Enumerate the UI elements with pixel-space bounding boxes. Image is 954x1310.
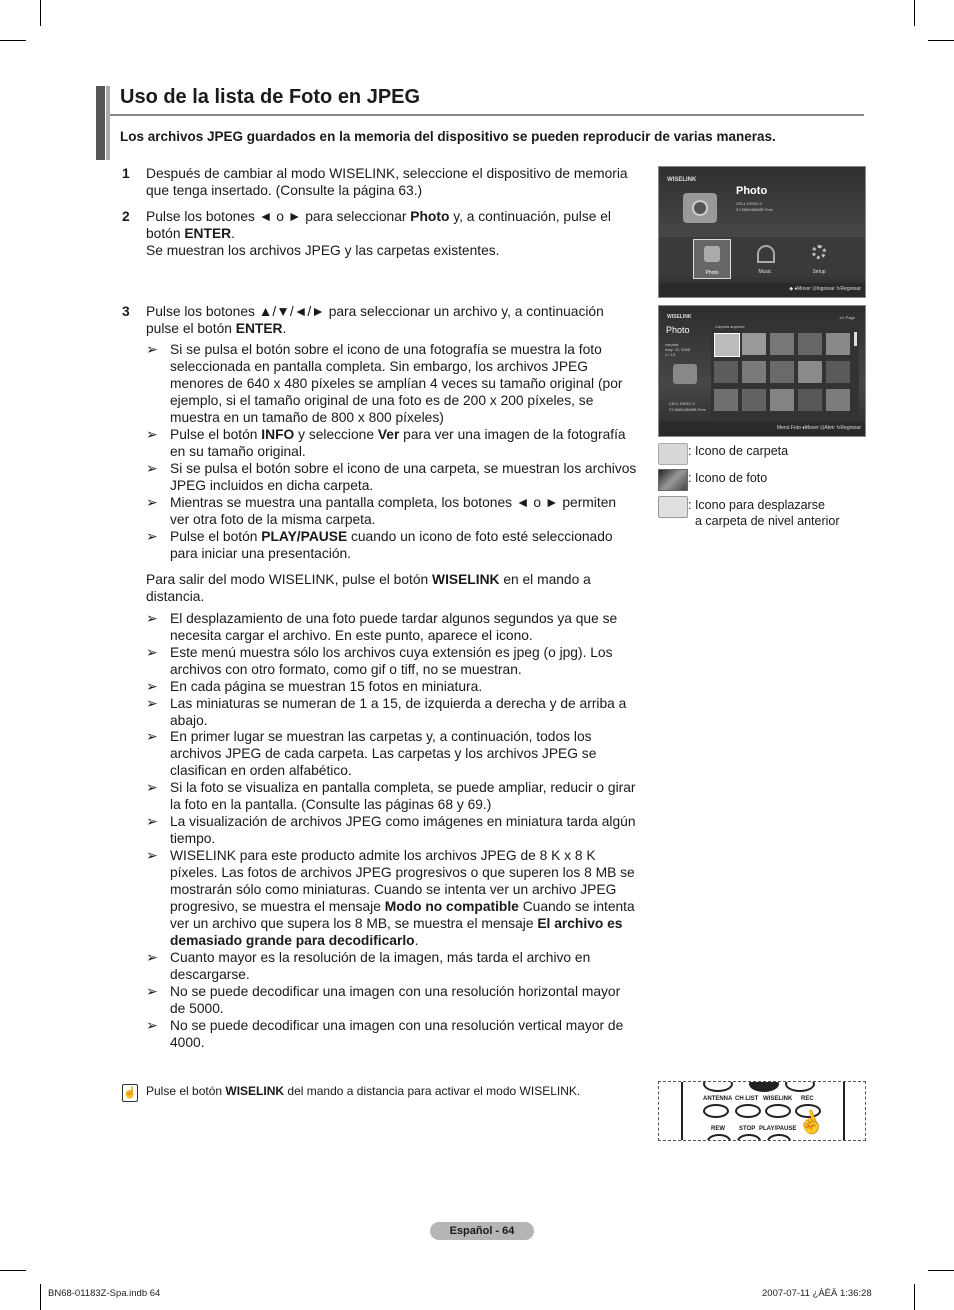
- thumbnail-photo[interactable]: [770, 389, 794, 411]
- screen-heading: Photo: [666, 325, 690, 335]
- thumbnail-photo[interactable]: [770, 361, 794, 383]
- note-arrow-icon: ➢: [146, 695, 158, 711]
- device-info: 37.8MB/488MB Free: [669, 407, 706, 412]
- note-text: El desplazamiento de una foto puede tardar algunos segundos ya que se necesita cargar el archivo. En este punto, aparece el icono.: [170, 611, 618, 643]
- step-text: Pulse los botones ◄ o ► para seleccionar Photo y, a continuación, pulse el: [146, 209, 611, 224]
- note-arrow-icon: ➢: [146, 426, 158, 442]
- rew-label: REW: [711, 1126, 725, 1132]
- title-accent-bar: [106, 86, 110, 160]
- step-number: 1: [122, 166, 130, 181]
- note-text: Pulse el botón PLAY/PAUSE cuando un icono de foto esté seleccionado para iniciar una presentación.: [170, 529, 613, 561]
- thumbnail-photo[interactable]: [770, 333, 794, 355]
- rec-label: REC: [801, 1096, 814, 1102]
- hand-pointer-icon: ☝: [122, 1084, 138, 1102]
- note-text: Mientras se muestra una pantalla completa, los botones ◄ o ► permiten ver otra foto de la misma carpeta.: [170, 495, 617, 527]
- legend-folder-up: : Icono para desplazarse: [688, 498, 825, 512]
- antenna-button[interactable]: [703, 1104, 729, 1118]
- thumbnail-photo[interactable]: [714, 361, 738, 383]
- thumbnail-photo[interactable]: [742, 389, 766, 411]
- note-arrow-icon: ➢: [146, 644, 158, 660]
- legend-photo: : Icono de foto: [688, 471, 768, 485]
- step-number: 3: [122, 304, 130, 319]
- thumbnail-folder[interactable]: [742, 333, 766, 355]
- thumbnail-photo[interactable]: [826, 333, 850, 355]
- note-text: En primer lugar se muestran las carpetas y, a continuación, todos los archivos JPEG de cada carpeta. Las carpetas y los archivos JPEG se clasifican en orden alfabético.: [170, 729, 597, 778]
- step-text: Pulse los botones ▲/▼/◄/► para seleccionar un archivo y, a continuación: [146, 304, 604, 319]
- remote-control-illustration: [658, 1081, 866, 1141]
- note-text: Las miniaturas se numeran de 1 a 15, de izquierda a derecha y de arriba a abajo.: [170, 696, 627, 728]
- play-pause-label: PLAY/PAUSE: [759, 1126, 797, 1132]
- crop-mark: [40, 0, 41, 26]
- title-rule: [110, 114, 864, 116]
- step-text: Después de cambiar al modo WISELINK, seleccione el dispositivo de memoria: [146, 166, 628, 181]
- thumbnail-photo[interactable]: [714, 389, 738, 411]
- note-arrow-icon: ➢: [146, 728, 158, 744]
- menu-item-music[interactable]: Music: [747, 239, 783, 277]
- stop-label: STOP: [739, 1126, 756, 1132]
- tip-text: Pulse el botón WISELINK del mando a distancia para activar el modo WISELINK.: [146, 1084, 581, 1098]
- note-arrow-icon: ➢: [146, 1017, 158, 1033]
- title-accent-bar: [96, 86, 105, 160]
- step-text: Se muestran los archivos JPEG y las carpetas existentes.: [146, 243, 500, 258]
- note-arrow-icon: ➢: [146, 528, 158, 544]
- note-text: WISELINK para este producto admite los archivos JPEG de 8 K x 8 K píxeles. Las fotos de archivos JPEG progresivos o que superen los 8 MB se mostrarán sólo como miniaturas. Cuando se intenta ver un archivo JPEG progresivo, se muestra el mensaje Modo no compatible Cuando se intenta ver un archivo que supera los 8 MB, se muestra el mensaje El archivo es demasiado grande para decodificarlo.: [170, 848, 635, 948]
- hint-text: Menú Foto ♦Mover ⊡Abrir ↻Regresar: [776, 425, 861, 431]
- note-text: No se puede decodificar una imagen con una resolución horizontal mayor de 5000.: [170, 984, 621, 1016]
- note-arrow-icon: ➢: [146, 341, 158, 357]
- note-arrow-icon: ➢: [146, 494, 158, 510]
- thumbnail-photo[interactable]: [742, 361, 766, 383]
- step-text: que tenga insertado. (Consulte la página 63.): [146, 183, 423, 198]
- thumbnail-photo[interactable]: [826, 361, 850, 383]
- footer-file: BN68-01183Z-Spa.indb 64: [48, 1288, 161, 1299]
- hint-text: ◆ ♦Mover ⊡Ingresar ↻Regresar: [789, 286, 861, 292]
- thumbnail-grid: [711, 322, 859, 418]
- wiselink-label: WISELINK: [763, 1096, 793, 1102]
- thumbnail-photo[interactable]: [798, 361, 822, 383]
- crop-mark: [928, 1270, 954, 1271]
- intro-text: Los archivos JPEG guardados en la memoria del dispositivo se pueden reproducir de varias maneras.: [120, 129, 776, 144]
- note-arrow-icon: ➢: [146, 949, 158, 965]
- antenna-label: ANTENNA: [703, 1096, 733, 1102]
- exit-paragraph: Para salir del modo WISELINK, pulse el botón WISELINK en el mando a distancia.: [146, 572, 591, 604]
- note-text: Si se pulsa el botón sobre el icono de una fotografía se muestra la foto seleccionada en pantalla completa. Sin embargo, los archivos JPEG menores de 640 x 480 píxeles se amplían 4 veces su tamaño original (por ejemplo, si el tamaño original de una foto es de 200 x 200 píxeles, se muestra en un tamaño de 800 x 800 píxeles): [170, 342, 623, 425]
- wiselink-logo: WISELINK: [667, 177, 697, 183]
- gear-icon: [812, 245, 826, 259]
- note-arrow-icon: ➢: [146, 847, 158, 863]
- wiselink-logo: WISELINK: [667, 314, 692, 320]
- note-text: Si se pulsa el botón sobre el icono de una carpeta, se muestran los archivos JPEG incluidos en dicha carpeta.: [170, 461, 637, 493]
- note-text: Si la foto se visualiza en pantalla completa, se puede ampliar, reducir o girar la foto en la pantalla. (Consulte las páginas 68 y 69.): [170, 780, 636, 812]
- play-pause-button[interactable]: [767, 1134, 791, 1141]
- note-arrow-icon: ➢: [146, 983, 158, 999]
- device-info: 37.8MB/488MB Free: [736, 207, 773, 212]
- note-arrow-icon: ➢: [146, 678, 158, 694]
- screen-heading: Photo: [736, 185, 768, 197]
- screenshot-photo-list: [658, 305, 866, 437]
- ch-list-label: CH LIST: [735, 1096, 759, 1102]
- folder-up-icon: [658, 496, 688, 518]
- wiselink-button[interactable]: [765, 1104, 791, 1118]
- note-arrow-icon: ➢: [146, 610, 158, 626]
- photo-icon: [704, 246, 720, 262]
- page-title: Uso de la lista de Foto en JPEG: [120, 86, 421, 108]
- stop-button[interactable]: [737, 1134, 761, 1141]
- headphones-icon: [757, 245, 775, 263]
- step-text: pulse el botón ENTER.: [146, 321, 287, 336]
- folder-icon: [658, 443, 688, 465]
- photo-icon: [658, 469, 688, 491]
- step-text: botón ENTER.: [146, 226, 235, 241]
- note-text: La visualización de archivos JPEG como imágenes en miniatura tarda algún tiempo.: [170, 814, 636, 846]
- crop-mark: [928, 40, 954, 41]
- note-text: Pulse el botón INFO y seleccione Ver para ver una imagen de la fotografía en su tamaño original.: [170, 427, 626, 459]
- legend-folder: : Icono de carpeta: [688, 444, 789, 458]
- step-number: 2: [122, 209, 130, 224]
- menu-item-photo[interactable]: Photo: [693, 239, 731, 279]
- note-text: No se puede decodificar una imagen con una resolución vertical mayor de 4000.: [170, 1018, 624, 1050]
- scrollbar[interactable]: [854, 332, 857, 346]
- page-number-badge: Español - 64: [430, 1222, 534, 1240]
- thumbnail-photo[interactable]: [826, 389, 850, 411]
- crop-mark: [914, 0, 915, 26]
- footer-date: 2007-07-11 ¿ÀÈÄ 1:36:28: [762, 1288, 872, 1299]
- ch-list-button[interactable]: [735, 1104, 761, 1118]
- thumbnail-photo[interactable]: [798, 389, 822, 411]
- crop-mark: [0, 40, 26, 41]
- device-name: CELL DISK2.0: [669, 401, 695, 406]
- crop-mark: [914, 1284, 915, 1310]
- note-text: Cuanto mayor es la resolución de la imagen, más tarda el archivo en descargarse.: [170, 950, 591, 982]
- legend-folder-up: a carpeta de nivel anterior: [695, 514, 840, 528]
- note-arrow-icon: ➢: [146, 460, 158, 476]
- file-meta: carpeta may. 22, 2006 1 / 15: [665, 342, 691, 357]
- note-text: Este menú muestra sólo los archivos cuya extensión es jpeg (o jpg). Los archivos con otro formato, como gif o tiff, no se muestran.: [170, 645, 613, 677]
- crop-mark: [0, 1270, 26, 1271]
- thumbnail-photo[interactable]: [798, 333, 822, 355]
- menu-item-setup[interactable]: Setup: [801, 239, 837, 277]
- device-name: CELL DISK2.0: [736, 201, 762, 206]
- breadcrumb: Carpeta superior: [715, 324, 745, 329]
- camera-icon: [683, 193, 717, 223]
- rew-button[interactable]: [707, 1134, 731, 1141]
- camera-icon: [673, 364, 697, 384]
- pointing-hand-icon: ☝: [793, 1106, 828, 1139]
- page-info: 1/1 Page: [838, 315, 855, 320]
- note-text: En cada página se muestran 15 fotos en miniatura.: [170, 679, 483, 694]
- note-arrow-icon: ➢: [146, 813, 158, 829]
- thumbnail-folder-up[interactable]: [714, 333, 740, 357]
- note-arrow-icon: ➢: [146, 779, 158, 795]
- screenshot-wiselink-menu: [658, 166, 866, 298]
- crop-mark: [40, 1284, 41, 1310]
